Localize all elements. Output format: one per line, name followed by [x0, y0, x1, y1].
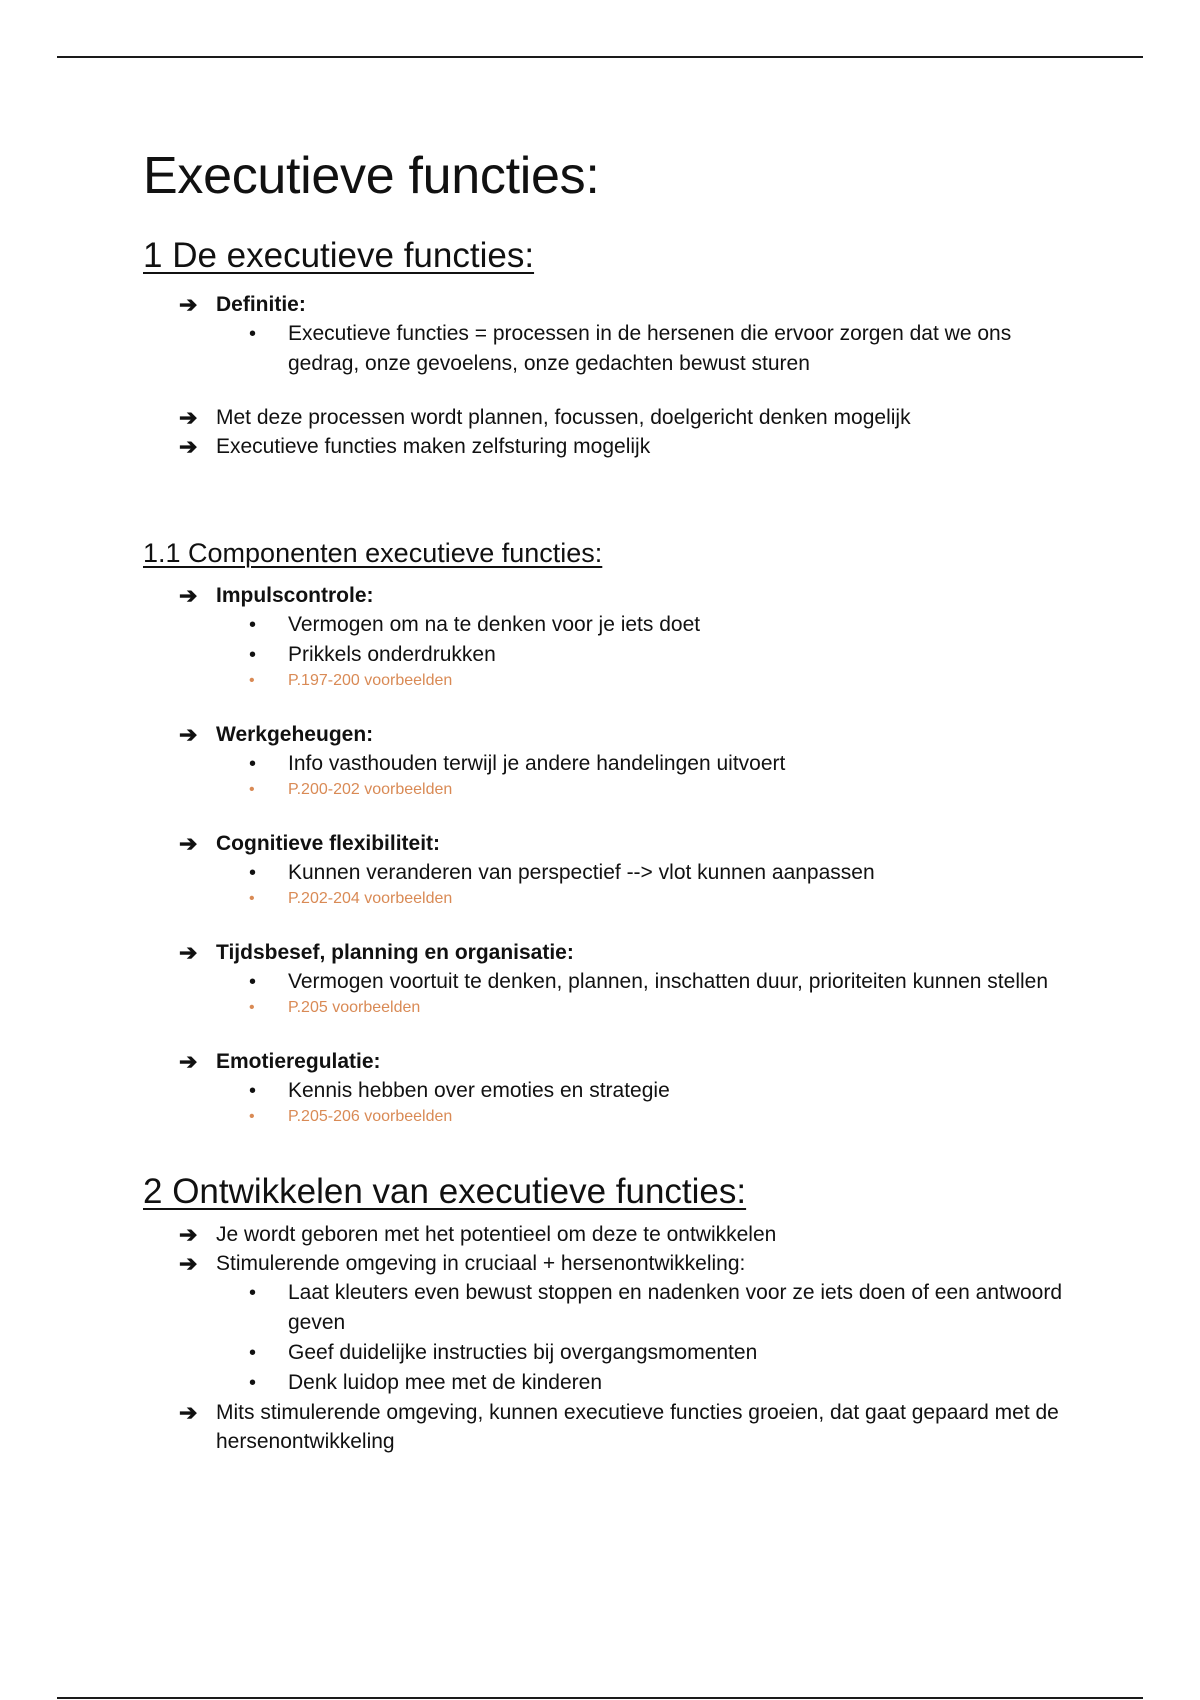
bullet-icon: •: [249, 672, 255, 689]
list-item: • Kennis hebben over emoties en strategie: [143, 1076, 1088, 1106]
page-reference: • P.205-206 voorbeelden: [143, 1106, 1088, 1128]
bullet-icon: •: [249, 781, 255, 798]
section-heading-1: 1 De executieve functies:: [143, 236, 535, 275]
component-impulscontrole: ➔ Impulscontrole:: [179, 583, 374, 608]
definition-bullets: [143, 319, 1103, 379]
list-item: • Prikkels onderdrukken: [143, 640, 1088, 670]
bullet-icon: •: [249, 1372, 257, 1394]
stimulation-bullets: [143, 1278, 1103, 1398]
arrow-item: ➔ Executieve functies maken zelfsturing mogelijk: [179, 434, 651, 459]
page-title: Executieve functies:: [143, 147, 600, 205]
arrow-item: ➔ Mits stimulerende omgeving, kunnen executieve functies groeien, dat gaat gepaard met de hersenontwikkeling: [179, 1400, 1059, 1453]
arrow-right-icon: ➔: [179, 831, 198, 856]
arrow-right-icon: ➔: [179, 722, 198, 747]
page-reference: • P.197-200 voorbeelden: [143, 670, 1088, 692]
list-item: • Vermogen om na te denken voor je iets doet: [143, 610, 1088, 640]
component-bullets: [143, 1076, 1103, 1128]
arrow-item: ➔ Met deze processen wordt plannen, focussen, doelgericht denken mogelijk: [179, 405, 911, 430]
arrow-right-icon: ➔: [179, 1251, 198, 1276]
arrow-right-icon: ➔: [179, 1400, 198, 1425]
component-bullets: [143, 610, 1103, 692]
component-bullets: [143, 749, 1103, 801]
bullet-icon: •: [249, 1342, 257, 1364]
arrow-item: ➔ Stimulerende omgeving in cruciaal + hersenontwikkeling:: [179, 1251, 746, 1276]
bullet-icon: •: [249, 1108, 255, 1125]
arrow-right-icon: ➔: [179, 583, 198, 608]
list-item: • Denk luidop mee met de kinderen: [143, 1368, 1088, 1398]
component-tijdsbesef: ➔ Tijdsbesef, planning en organisatie:: [179, 940, 574, 965]
arrow-right-icon: ➔: [179, 292, 198, 317]
arrow-right-icon: ➔: [179, 434, 198, 459]
list-item: • Executieve functies = processen in de hersenen die ervoor zorgen dat we ons gedrag, onze gevoelens, onze gedachten bewust sturen: [143, 319, 1088, 379]
bullet-icon: •: [249, 323, 257, 345]
list-item: • Vermogen voortuit te denken, plannen, inschatten duur, prioriteiten kunnen stellen: [143, 967, 1088, 997]
component-bullets: [143, 967, 1103, 1019]
list-item: • Geef duidelijke instructies bij overgangsmomenten: [143, 1338, 1088, 1368]
bullet-icon: •: [249, 753, 257, 775]
page-reference: • P.202-204 voorbeelden: [143, 888, 1088, 910]
page-reference: • P.205 voorbeelden: [143, 997, 1088, 1019]
arrow-right-icon: ➔: [179, 1049, 198, 1074]
component-bullets: [143, 858, 1103, 910]
bullet-icon: •: [249, 1282, 257, 1304]
arrow-right-icon: ➔: [179, 1222, 198, 1247]
bullet-icon: •: [249, 644, 257, 666]
component-emotieregulatie: ➔ Emotieregulatie:: [179, 1049, 381, 1074]
bullet-icon: •: [249, 1080, 257, 1102]
top-rule: [57, 56, 1143, 58]
component-cognitieve-flexibiliteit: ➔ Cognitieve flexibiliteit:: [179, 831, 441, 856]
bottom-rule: [57, 1697, 1143, 1699]
definition-item: [143, 290, 1103, 319]
section-heading-2: 2 Ontwikkelen van executieve functies:: [143, 1172, 747, 1211]
list-item: • Laat kleuters even bewust stoppen en nadenken voor ze iets doen of een antwoord geven: [143, 1278, 1088, 1338]
document-body: [143, 140, 1103, 1456]
bullet-icon: •: [249, 614, 257, 636]
bullet-icon: •: [249, 971, 257, 993]
list-item: • Kunnen veranderen van perspectief --> vlot kunnen aanpassen: [143, 858, 1088, 888]
page-reference: • P.200-202 voorbeelden: [143, 779, 1088, 801]
bullet-icon: •: [249, 890, 255, 907]
section-heading-1-1: 1.1 Componenten executieve functies:: [143, 538, 603, 568]
component-werkgeheugen: ➔ Werkgeheugen:: [179, 722, 374, 747]
bullet-icon: •: [249, 862, 257, 884]
arrow-right-icon: ➔: [179, 405, 198, 430]
arrow-right-icon: ➔: [179, 940, 198, 965]
bullet-icon: •: [249, 999, 255, 1016]
definition-label: Definitie:: [216, 293, 306, 316]
arrow-item: ➔ Je wordt geboren met het potentieel om deze te ontwikkelen: [179, 1222, 777, 1247]
list-item: • Info vasthouden terwijl je andere handelingen uitvoert: [143, 749, 1088, 779]
